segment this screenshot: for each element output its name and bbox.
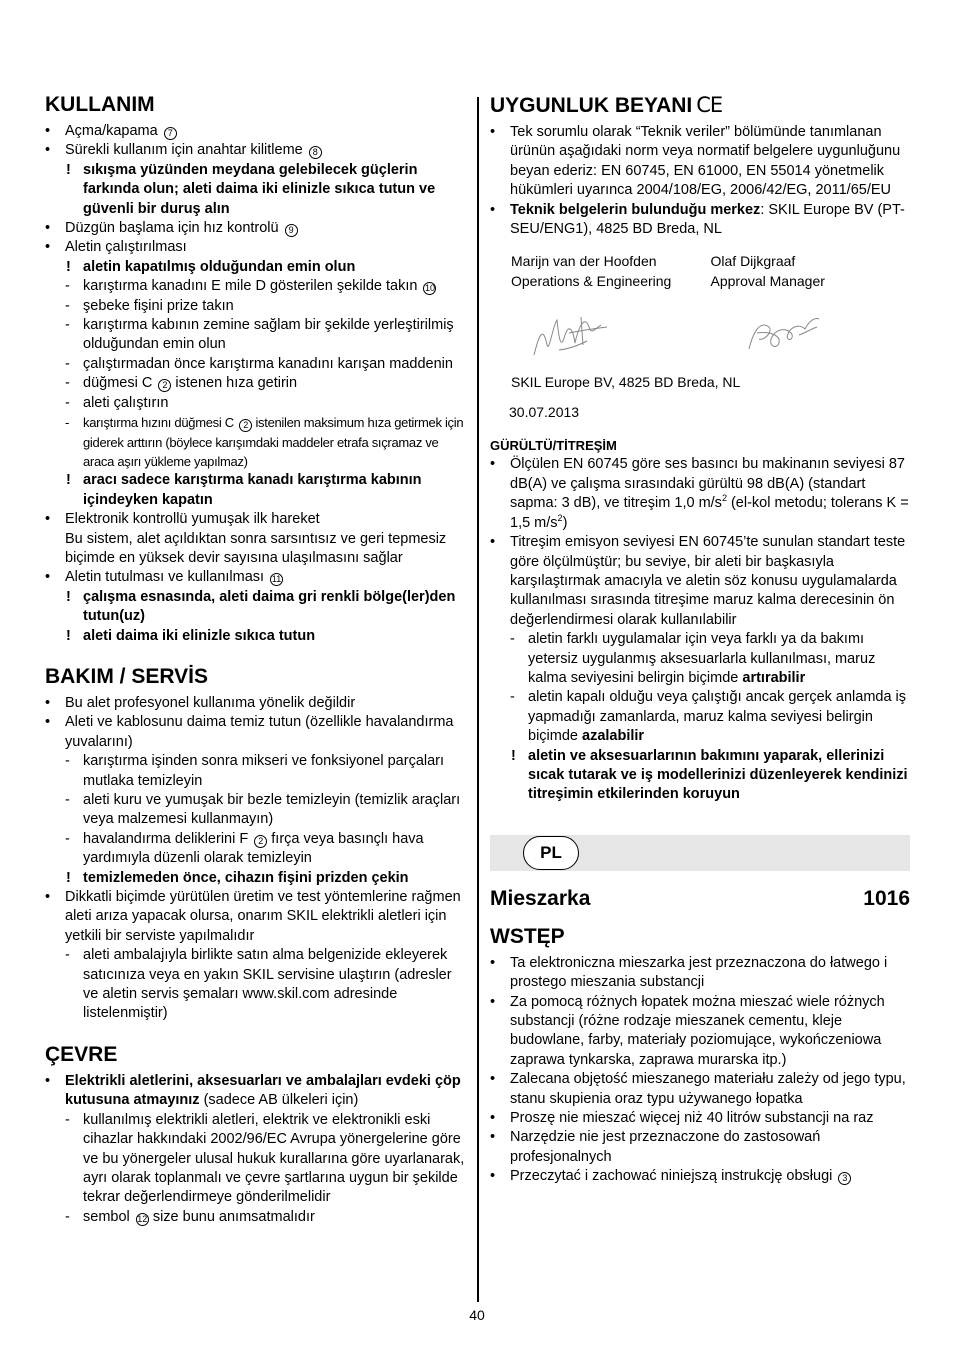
dash-item: - karıştırma kabının zemine sağlam bir şekilde yerleştirilmiş olduğundan emin olun xyxy=(45,316,465,355)
list-item: • Aleti ve kablosunu daima temiz tutun (özellikle havalandırma yuvalarını) xyxy=(45,713,465,752)
signer-role: Operations & Engineering xyxy=(511,272,672,289)
list-item: • Aletin tutulması ve kullanılması 11 xyxy=(45,568,465,587)
signature-icon xyxy=(739,309,829,359)
dash-item: - kullanılmış elektrikli aletleri, elektrik ve elektronikli eski cihazlar hakkındaki 2002/96/EC Avrupa yönergelerine göre ve bu yönergeler ulusal hukuk kurallarına göre uyarlanarak, ayrı olarak toplanmalı ve çevre şartlarına uygun bir şekilde tekrar değerlendirmeye gönderilmelidir xyxy=(45,1111,465,1208)
dash-item: - aletin kapalı olduğu veya çalıştığı ancak gerçek anlamda iş yapmadığı zamanlarda, maruz kalma seviyesi belirgin biçimde azalabilir xyxy=(490,688,910,746)
warning-item: ! temizlemeden önce, cihazın fişini prizden çekin xyxy=(45,869,465,888)
warning-item: ! aracı sadece karıştırma kanadı karıştırma kabının içindeyken kapatın xyxy=(45,471,465,510)
left-column xyxy=(45,92,465,1227)
list-item: • Teknik belgelerin bulunduğu merkez: SKIL Europe BV (PT-SEU/ENG1), 4825 BD Breda, NL xyxy=(490,201,910,240)
paragraph: Bu sistem, alet açıldıktan sonra sarsıntısız ve geri tepmesiz biçimde en yüksek devir sayısına ulaşılmasını sağlar xyxy=(65,530,447,566)
product-name: Mieszarka xyxy=(490,886,591,910)
product-number: 1016 xyxy=(863,886,910,910)
dash-item: - sembol 12 size bunu anımsatmalıdır xyxy=(45,1208,465,1227)
section-title-kullanim: KULLANIM xyxy=(45,93,155,116)
dash-item: - düğmesi C 2 istenen hıza getirin xyxy=(45,374,465,393)
warning-item: ! çalışma esnasında, aleti daima gri renkli bölge(ler)den tutun(uz) xyxy=(45,588,465,627)
right-column xyxy=(490,92,910,1187)
language-band xyxy=(490,835,910,871)
list-item: • Proszę nie mieszać więcej niż 40 litrów substancji na raz xyxy=(490,1109,910,1128)
list-item: • Elektrikli aletlerini, aksesuarları ve ambalajları evdeki çöp kutusuna atmayınız (sadece AB ülkeleri için) xyxy=(45,1072,465,1111)
ref-number-badge: 10 xyxy=(424,283,435,294)
signer-name: Olaf Dijkgraaf xyxy=(710,253,796,270)
list-item: • Dikkatli biçimde yürütülen üretim ve test yöntemlerine rağmen aleti arıza yapacak olursa, onarım SKIL elektrikli aletleri için yetkili bir serviste yapılmalıdır xyxy=(45,888,465,946)
dash-item: - aleti kuru ve yumuşak bir bezle temizleyin (temizlik araçları veya malzemesi kullanmayın) xyxy=(45,791,465,830)
signature-block xyxy=(490,252,910,422)
list-item: • Elektronik kontrollü yumuşak ilk hareket xyxy=(45,510,465,529)
dash-item: - karıştırma hızını düğmesi C 2 istenilen maksimum hıza getirmek için giderek arttırın (böylece karışımdaki maddeler etrafa sıçramaz ve araca aşırı yükleme yapılmaz) xyxy=(45,413,465,471)
page-number: 40 xyxy=(469,1307,485,1323)
list-item: • Sürekli kullanım için anahtar kilitleme 8 xyxy=(45,141,465,160)
warning-item: ! aletin ve aksesuarlarının bakımını yaparak, ellerinizi sıcak tutarak ve iş modellerinizi düzenleyerek kendinizi titreşimin etkilerinden koruyun xyxy=(490,747,910,805)
list-item: • Bu alet profesyonel kullanıma yönelik değildir xyxy=(45,694,465,713)
company-address: SKIL Europe BV, 4825 BD Breda, NL xyxy=(511,374,741,391)
list-item: • Ölçülen EN 60745 göre ses basıncı bu makinanın seviyesi 87 dB(A) ve çalışma sırasındaki gürültü 98 dB(A) (standart sapma: 3 dB), ve titreşim 1,0 $m/s^2$ (el-kol metodu; tolerans K = 1,5 $m/s^2$) xyxy=(490,455,910,533)
ref-number-badge: 2 xyxy=(239,419,252,432)
warning-item: ! aleti daima iki elinizle sıkıca tutun xyxy=(45,627,465,646)
dash-item: - aleti çalıştırın xyxy=(45,394,465,413)
list-item: • Narzędzie nie jest przeznaczone do zastosowań profesjonalnych xyxy=(490,1128,910,1167)
ref-number-badge: 9 xyxy=(285,224,298,237)
section-title-bakim: BAKIM / SERVİS xyxy=(45,664,208,688)
signer-name: Marijn van der Hoofden xyxy=(511,253,657,270)
list-item: • Przeczytać i zachować niniejszą instrukcję obsługi 3 xyxy=(490,1167,910,1186)
warning-item: ! sıkışma yüzünden meydana gelebilecek güçlerin farkında olun; aleti daima iki elinizle sıkıca tutun ve güvenli bir duruş alın xyxy=(45,161,465,219)
ref-number-badge: 11 xyxy=(271,574,282,585)
dash-item: - çalıştırmadan önce karıştırma kanadını karışan maddenin xyxy=(45,355,465,374)
warning-item: ! aletin kapatılmış olduğundan emin olun xyxy=(45,258,465,277)
ref-number-badge: 2 xyxy=(254,835,267,848)
list-item: • Titreşim emisyon seviyesi EN 60745’te sunulan standart teste göre ölçülmüştür; bu seviye, bir aleti bir başkasıyla karşılaştırmak amacıyla ve aletin söz konusu uygulamalarda kullanılması sırasında titreşime maruz kalma derecesinin ön değerlendirmesi olarak kullanılabilir xyxy=(490,533,910,630)
dash-item: - şebeke fişini prize takın xyxy=(45,297,465,316)
product-heading xyxy=(490,886,910,912)
signature-icon xyxy=(529,305,619,365)
ref-number-badge: 2 xyxy=(158,379,171,392)
list-item: • Açma/kapama 7 xyxy=(45,122,465,141)
list-item: • Zalecana objętość mieszanego materiału zależy od jego typu, stanu skupienia oraz typu używanego łopatka xyxy=(490,1070,910,1109)
ce-mark-icon: CE xyxy=(696,93,723,117)
ref-number-badge: 8 xyxy=(309,146,322,159)
list-item: • Ta elektroniczna mieszarka jest przeznaczona do łatwego i prostego mieszania substancji xyxy=(490,954,910,993)
section-title-noise: GÜRÜLTÜ/TİTREŞİM xyxy=(490,438,617,454)
column-divider xyxy=(477,97,479,1302)
declaration-date: 30.07.2013 xyxy=(509,403,580,420)
section-title-cevre: ÇEVRE xyxy=(45,1042,118,1066)
ref-number-badge: 3 xyxy=(838,1172,851,1185)
dash-item: - aleti ambalajıyla birlikte satın alma belgenizide ekleyerek satıcınıza veya en yakın SKIL servisine ulaştırın (adresler ve aletin servis şemaları www.skil.com adresinde listelenmiştir) xyxy=(45,946,465,1024)
dash-item: - aletin farklı uygulamalar için veya farklı ya da bakımı yetersiz uygulanmış aksesuarlarla kullanılması, maruz kalma seviyesini belirgin biçimde artırabilir xyxy=(490,630,910,688)
language-badge: PL xyxy=(523,836,579,870)
section-title-wstep: WSTĘP xyxy=(490,924,565,948)
list-item: • Düzgün başlama için hız kontrolü 9 xyxy=(45,219,465,238)
dash-item: - karıştırma kanadını E mile D gösterilen şekilde takın 10 xyxy=(45,277,465,296)
ref-number-badge: 12 xyxy=(137,1213,148,1224)
dash-item: - havalandırma deliklerini F 2 fırça veya basınçlı hava yardımıyla düzenli olarak temizleyin xyxy=(45,830,465,869)
list-item: • Aletin çalıştırılması xyxy=(45,238,465,257)
section-title-uygunluk: UYGUNLUK BEYANI CE xyxy=(490,93,723,117)
list-item: • Tek sorumlu olarak “Teknik veriler” bölümünde tanımlanan ürünün aşağıdaki norm veya normatif belgelere uygunluğunu beyan ederiz: EN 60745, EN 61000, EN 55014 yönetmelik hükümleri uyarınca 2004/108/EG, 2006/42/EG, 2011/65/EU xyxy=(490,123,910,201)
list-item: • Za pomocą różnych łopatek można mieszać wiele różnych substancji (różne rodzaje mieszanek cementu, kleje budowlane, farby, materiały poziomujące, wykończeniowa zaprawa tynkarska, zaprawa murarska itp.) xyxy=(490,993,910,1071)
signer-role: Approval Manager xyxy=(710,272,825,289)
ref-number-badge: 7 xyxy=(164,127,177,140)
dash-item: - karıştırma işinden sonra mikseri ve fonksiyonel parçaları mutlaka temizleyin xyxy=(45,752,465,791)
